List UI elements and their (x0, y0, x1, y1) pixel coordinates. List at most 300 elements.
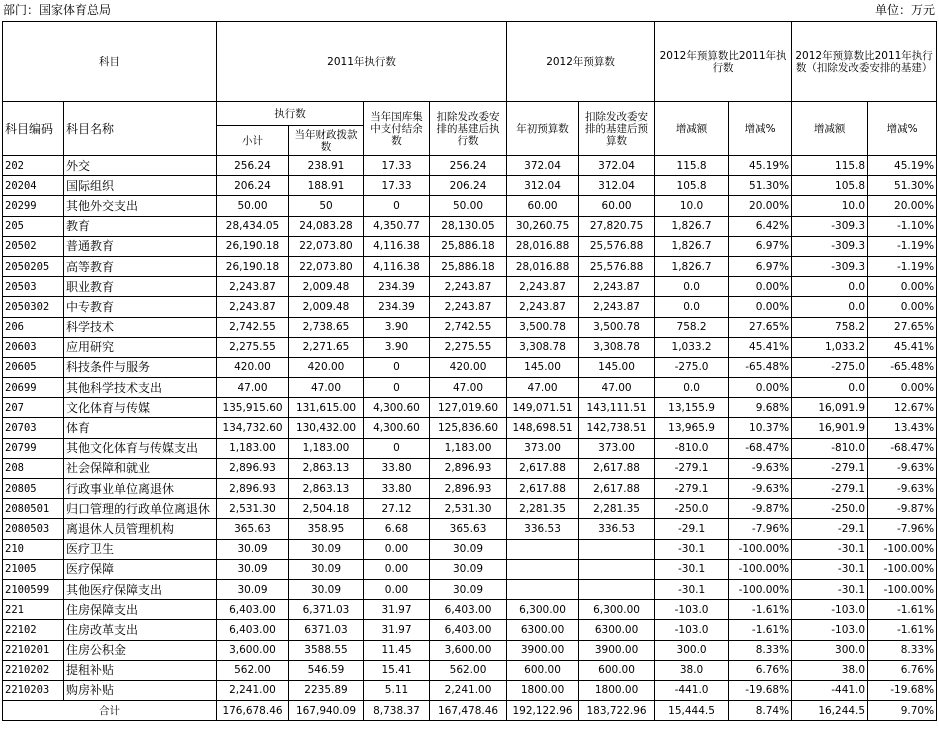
total-row (3, 701, 937, 721)
cell-c3: 0 (364, 438, 430, 458)
cell-c6 (579, 539, 655, 559)
table-row (3, 660, 937, 680)
cell-c3: 0 (364, 196, 430, 216)
table-row (3, 539, 937, 559)
total-c1: 176,678.46 (217, 701, 289, 721)
cell-code: 20605 (3, 357, 64, 377)
cell-c6: 372.04 (579, 156, 655, 176)
cell-c1: 2,241.00 (217, 680, 289, 700)
header-deduct-budget: 扣除发改委安排的基建后预算数 (579, 102, 655, 156)
cell-c9: 0.0 (792, 378, 868, 398)
cell-c9: -30.1 (792, 579, 868, 599)
cell-c3: 33.80 (364, 479, 430, 499)
table-row (3, 357, 937, 377)
cell-c4: 3,600.00 (430, 640, 507, 660)
cell-c7: 1,033.2 (655, 337, 729, 357)
cell-c4: 6,403.00 (430, 600, 507, 620)
cell-c5: 2,617.88 (507, 458, 579, 478)
total-c5: 192,122.96 (507, 701, 579, 721)
cell-c2: 2,504.18 (289, 499, 364, 519)
header-exec-sub: 执行数 (217, 102, 364, 126)
cell-name: 医疗卫生 (64, 539, 217, 559)
cell-c1: 6,403.00 (217, 620, 289, 640)
cell-c9: -810.0 (792, 438, 868, 458)
cell-c8: -1.61% (729, 620, 792, 640)
cell-c8: 27.65% (729, 317, 792, 337)
cell-c8: 10.37% (729, 418, 792, 438)
cell-c7: 38.0 (655, 660, 729, 680)
cell-code: 20503 (3, 277, 64, 297)
cell-c6: 600.00 (579, 660, 655, 680)
cell-c8: 6.97% (729, 256, 792, 276)
table-row (3, 620, 937, 640)
cell-c1: 206.24 (217, 176, 289, 196)
cell-c6: 6300.00 (579, 620, 655, 640)
cell-name: 高等教育 (64, 256, 217, 276)
cell-code: 2050302 (3, 297, 64, 317)
cell-c10: 0.00% (868, 277, 937, 297)
cell-c10: -9.87% (868, 499, 937, 519)
cell-c6: 143,111.51 (579, 398, 655, 418)
cell-c5: 60.00 (507, 196, 579, 216)
cell-c2: 3588.55 (289, 640, 364, 660)
cell-c10: -100.00% (868, 539, 937, 559)
cell-c6: 373.00 (579, 438, 655, 458)
cell-c9: -103.0 (792, 620, 868, 640)
cell-c9: -309.3 (792, 236, 868, 256)
table-row (3, 458, 937, 478)
cell-c8: 9.68% (729, 398, 792, 418)
cell-code: 221 (3, 600, 64, 620)
cell-c7: 13,965.9 (655, 418, 729, 438)
cell-c2: 420.00 (289, 357, 364, 377)
cell-c5: 2,281.35 (507, 499, 579, 519)
cell-c8: 0.00% (729, 277, 792, 297)
table-row (3, 176, 937, 196)
cell-c9: -103.0 (792, 600, 868, 620)
cell-c9: -279.1 (792, 458, 868, 478)
cell-c4: 25,886.18 (430, 236, 507, 256)
cell-c8: -9.63% (729, 458, 792, 478)
table-row (3, 418, 937, 438)
cell-c8: -100.00% (729, 579, 792, 599)
cell-c4: 28,130.05 (430, 216, 507, 236)
cell-code: 20699 (3, 378, 64, 398)
cell-c8: 8.33% (729, 640, 792, 660)
cell-c2: 546.59 (289, 660, 364, 680)
cell-c2: 1,183.00 (289, 438, 364, 458)
cell-name: 购房补贴 (64, 680, 217, 700)
cell-c7: 1,826.7 (655, 256, 729, 276)
cell-c9: -30.1 (792, 539, 868, 559)
cell-c7: -30.1 (655, 539, 729, 559)
cell-c3: 17.33 (364, 176, 430, 196)
cell-c1: 30.09 (217, 539, 289, 559)
cell-c9: -279.1 (792, 479, 868, 499)
cell-name: 职业教育 (64, 277, 217, 297)
cell-c1: 135,915.60 (217, 398, 289, 418)
cell-code: 2080501 (3, 499, 64, 519)
cell-c6 (579, 559, 655, 579)
cell-c4: 1,183.00 (430, 438, 507, 458)
cell-c1: 562.00 (217, 660, 289, 680)
cell-c5: 6,300.00 (507, 600, 579, 620)
cell-name: 科学技术 (64, 317, 217, 337)
cell-code: 20299 (3, 196, 64, 216)
cell-c1: 256.24 (217, 156, 289, 176)
cell-c5: 28,016.88 (507, 236, 579, 256)
total-c6: 183,722.96 (579, 701, 655, 721)
cell-c1: 3,600.00 (217, 640, 289, 660)
cell-c9: 16,901.9 (792, 418, 868, 438)
cell-c4: 2,275.55 (430, 337, 507, 357)
cell-c3: 15.41 (364, 660, 430, 680)
cell-code: 20703 (3, 418, 64, 438)
cell-c2: 358.95 (289, 519, 364, 539)
table-row (3, 559, 937, 579)
cell-c4: 365.63 (430, 519, 507, 539)
cell-c8: 6.42% (729, 216, 792, 236)
cell-c10: 20.00% (868, 196, 937, 216)
cell-c1: 50.00 (217, 196, 289, 216)
cell-c3: 4,300.60 (364, 398, 430, 418)
cell-c6: 142,738.51 (579, 418, 655, 438)
cell-c9: 0.0 (792, 277, 868, 297)
cell-name: 行政事业单位离退休 (64, 479, 217, 499)
cell-c10: 27.65% (868, 317, 937, 337)
cell-c10: 51.30% (868, 176, 937, 196)
cell-c7: 1,826.7 (655, 236, 729, 256)
table-row (3, 519, 937, 539)
cell-c1: 6,403.00 (217, 600, 289, 620)
cell-c3: 0 (364, 378, 430, 398)
table-row (3, 236, 937, 256)
cell-c6: 2,617.88 (579, 458, 655, 478)
cell-c2: 30.09 (289, 559, 364, 579)
cell-c1: 1,183.00 (217, 438, 289, 458)
cell-c3: 3.90 (364, 337, 430, 357)
header-subtotal: 小计 (217, 126, 289, 156)
table-row (3, 337, 937, 357)
cell-code: 2100599 (3, 579, 64, 599)
cell-c9: 115.8 (792, 156, 868, 176)
cell-c2: 50 (289, 196, 364, 216)
cell-c8: -100.00% (729, 539, 792, 559)
table-body (3, 156, 937, 721)
cell-name: 离退休人员管理机构 (64, 519, 217, 539)
cell-c4: 420.00 (430, 357, 507, 377)
cell-c2: 238.91 (289, 156, 364, 176)
cell-c8: -7.96% (729, 519, 792, 539)
cell-name: 普通教育 (64, 236, 217, 256)
cell-c9: -30.1 (792, 559, 868, 579)
cell-c7: -30.1 (655, 559, 729, 579)
table-row (3, 317, 937, 337)
header-compare-1: 2012年预算数比2011年执行数 (655, 22, 792, 102)
cell-c6: 1800.00 (579, 680, 655, 700)
cell-c5: 3,500.78 (507, 317, 579, 337)
cell-code: 20805 (3, 479, 64, 499)
header-inc-pct-2: 增减% (868, 102, 937, 156)
cell-code: 20603 (3, 337, 64, 357)
cell-c1: 2,243.87 (217, 277, 289, 297)
cell-code: 21005 (3, 559, 64, 579)
cell-c3: 17.33 (364, 156, 430, 176)
table-row (3, 579, 937, 599)
cell-c6: 336.53 (579, 519, 655, 539)
cell-c7: 1,826.7 (655, 216, 729, 236)
cell-c6: 47.00 (579, 378, 655, 398)
cell-c10: -100.00% (868, 559, 937, 579)
cell-c10: 0.00% (868, 297, 937, 317)
cell-c9: -309.3 (792, 216, 868, 236)
cell-c10: -1.61% (868, 600, 937, 620)
cell-c9: -250.0 (792, 499, 868, 519)
cell-c2: 2,009.48 (289, 277, 364, 297)
table-row (3, 196, 937, 216)
table-row (3, 277, 937, 297)
cell-name: 应用研究 (64, 337, 217, 357)
cell-c10: -1.10% (868, 216, 937, 236)
cell-c2: 6371.03 (289, 620, 364, 640)
cell-c7: -441.0 (655, 680, 729, 700)
cell-c4: 206.24 (430, 176, 507, 196)
cell-c4: 25,886.18 (430, 256, 507, 276)
cell-c8: -1.61% (729, 600, 792, 620)
cell-c7: 0.0 (655, 297, 729, 317)
cell-c5: 148,698.51 (507, 418, 579, 438)
cell-c6: 6,300.00 (579, 600, 655, 620)
total-label: 合计 (3, 701, 217, 721)
cell-c6: 145.00 (579, 357, 655, 377)
cell-c2: 130,432.00 (289, 418, 364, 438)
cell-c7: 0.0 (655, 277, 729, 297)
cell-c1: 28,434.05 (217, 216, 289, 236)
total-c7: 15,444.5 (655, 701, 729, 721)
cell-c8: 45.19% (729, 156, 792, 176)
table-row (3, 600, 937, 620)
cell-c9: 10.0 (792, 196, 868, 216)
cell-c5: 47.00 (507, 378, 579, 398)
cell-c7: 105.8 (655, 176, 729, 196)
cell-c1: 26,190.18 (217, 236, 289, 256)
cell-c7: -29.1 (655, 519, 729, 539)
cell-c10: -1.61% (868, 620, 937, 640)
cell-c1: 2,243.87 (217, 297, 289, 317)
cell-c2: 6,371.03 (289, 600, 364, 620)
cell-c8: 0.00% (729, 378, 792, 398)
cell-c4: 125,836.60 (430, 418, 507, 438)
header-inc-amt: 增减额 (655, 102, 729, 156)
table-row (3, 256, 937, 276)
cell-name: 医疗保障 (64, 559, 217, 579)
cell-c3: 0.00 (364, 539, 430, 559)
cell-c10: 45.19% (868, 156, 937, 176)
cell-c9: 38.0 (792, 660, 868, 680)
cell-c2: 2,863.13 (289, 458, 364, 478)
cell-code: 20204 (3, 176, 64, 196)
table-row (3, 156, 937, 176)
cell-c3: 0.00 (364, 579, 430, 599)
cell-c5: 1800.00 (507, 680, 579, 700)
cell-c4: 6,403.00 (430, 620, 507, 640)
cell-c8: 51.30% (729, 176, 792, 196)
cell-code: 207 (3, 398, 64, 418)
cell-c10: 45.41% (868, 337, 937, 357)
unit-label: 单位：万元 (874, 3, 935, 17)
cell-c3: 11.45 (364, 640, 430, 660)
cell-c2: 2,009.48 (289, 297, 364, 317)
cell-c3: 31.97 (364, 600, 430, 620)
budget-table (2, 21, 937, 721)
cell-code: 2080503 (3, 519, 64, 539)
cell-c10: -100.00% (868, 579, 937, 599)
cell-c5: 600.00 (507, 660, 579, 680)
cell-c4: 47.00 (430, 378, 507, 398)
cell-c6: 3,308.78 (579, 337, 655, 357)
cell-c6: 25,576.88 (579, 236, 655, 256)
cell-c7: 0.0 (655, 378, 729, 398)
cell-c6: 60.00 (579, 196, 655, 216)
cell-c7: 300.0 (655, 640, 729, 660)
cell-c5: 145.00 (507, 357, 579, 377)
cell-c10: -9.63% (868, 458, 937, 478)
cell-name: 教育 (64, 216, 217, 236)
header-budget-2012: 2012年预算数 (507, 22, 655, 102)
header-inc-pct: 增减% (729, 102, 792, 156)
cell-c8: -65.48% (729, 357, 792, 377)
cell-c9: 1,033.2 (792, 337, 868, 357)
cell-c1: 365.63 (217, 519, 289, 539)
cell-name: 科技条件与服务 (64, 357, 217, 377)
cell-c2: 131,615.00 (289, 398, 364, 418)
cell-c3: 4,350.77 (364, 216, 430, 236)
cell-c1: 2,896.93 (217, 458, 289, 478)
cell-c3: 234.39 (364, 297, 430, 317)
cell-c3: 0 (364, 357, 430, 377)
cell-code: 208 (3, 458, 64, 478)
header-deduct-exec: 扣除发改委安排的基建后执行数 (430, 102, 507, 156)
table-row (3, 378, 937, 398)
cell-c6 (579, 579, 655, 599)
total-c4: 167,478.46 (430, 701, 507, 721)
cell-c7: 10.0 (655, 196, 729, 216)
cell-c6: 27,820.75 (579, 216, 655, 236)
cell-c4: 127,019.60 (430, 398, 507, 418)
cell-c5: 3900.00 (507, 640, 579, 660)
cell-c5: 28,016.88 (507, 256, 579, 276)
cell-c3: 5.11 (364, 680, 430, 700)
cell-c1: 2,531.30 (217, 499, 289, 519)
cell-c3: 4,300.60 (364, 418, 430, 438)
cell-c9: 0.0 (792, 297, 868, 317)
cell-c6: 3,500.78 (579, 317, 655, 337)
cell-c5: 149,071.51 (507, 398, 579, 418)
total-c2: 167,940.09 (289, 701, 364, 721)
cell-c8: -9.63% (729, 479, 792, 499)
cell-c1: 2,896.93 (217, 479, 289, 499)
cell-c10: -65.48% (868, 357, 937, 377)
cell-c9: 16,091.9 (792, 398, 868, 418)
cell-c1: 47.00 (217, 378, 289, 398)
cell-c7: -250.0 (655, 499, 729, 519)
cell-c2: 30.09 (289, 579, 364, 599)
cell-c6: 2,617.88 (579, 479, 655, 499)
cell-c9: -29.1 (792, 519, 868, 539)
cell-name: 文化体育与传媒 (64, 398, 217, 418)
cell-c10: -7.96% (868, 519, 937, 539)
cell-c8: 0.00% (729, 297, 792, 317)
header-name: 科目名称 (64, 102, 217, 156)
cell-c2: 2,271.65 (289, 337, 364, 357)
cell-name: 住房改革支出 (64, 620, 217, 640)
cell-c7: 115.8 (655, 156, 729, 176)
cell-c5: 373.00 (507, 438, 579, 458)
cell-c1: 134,732.60 (217, 418, 289, 438)
cell-c4: 2,243.87 (430, 297, 507, 317)
cell-c1: 2,742.55 (217, 317, 289, 337)
cell-c4: 30.09 (430, 579, 507, 599)
cell-c2: 2235.89 (289, 680, 364, 700)
cell-c7: -103.0 (655, 600, 729, 620)
cell-c8: -19.68% (729, 680, 792, 700)
table-row (3, 216, 937, 236)
cell-c9: 758.2 (792, 317, 868, 337)
cell-c8: 20.00% (729, 196, 792, 216)
cell-c10: -9.63% (868, 479, 937, 499)
cell-c1: 26,190.18 (217, 256, 289, 276)
cell-c8: -9.87% (729, 499, 792, 519)
cell-c10: 0.00% (868, 378, 937, 398)
cell-c1: 2,275.55 (217, 337, 289, 357)
cell-c4: 30.09 (430, 539, 507, 559)
cell-c3: 4,116.38 (364, 236, 430, 256)
header-fiscal: 当年财政拨款数 (289, 126, 364, 156)
cell-code: 20502 (3, 236, 64, 256)
cell-c7: 13,155.9 (655, 398, 729, 418)
cell-c8: -68.47% (729, 438, 792, 458)
table-row (3, 398, 937, 418)
cell-c5: 3,308.78 (507, 337, 579, 357)
table-row (3, 479, 937, 499)
total-c9: 16,244.5 (792, 701, 868, 721)
table-row (3, 640, 937, 660)
cell-c6: 2,281.35 (579, 499, 655, 519)
cell-c10: 6.76% (868, 660, 937, 680)
cell-name: 其他文化体育与传媒支出 (64, 438, 217, 458)
cell-c8: -100.00% (729, 559, 792, 579)
cell-c2: 22,073.80 (289, 256, 364, 276)
cell-c10: 13.43% (868, 418, 937, 438)
cell-c7: -103.0 (655, 620, 729, 640)
cell-c10: -19.68% (868, 680, 937, 700)
cell-c5: 2,617.88 (507, 479, 579, 499)
cell-code: 22102 (3, 620, 64, 640)
table-row (3, 499, 937, 519)
total-c3: 8,738.37 (364, 701, 430, 721)
cell-c6: 25,576.88 (579, 256, 655, 276)
cell-name: 中专教育 (64, 297, 217, 317)
cell-name: 住房保障支出 (64, 600, 217, 620)
cell-c4: 30.09 (430, 559, 507, 579)
cell-c6: 3900.00 (579, 640, 655, 660)
cell-name: 其他科学技术支出 (64, 378, 217, 398)
cell-code: 206 (3, 317, 64, 337)
cell-c3: 27.12 (364, 499, 430, 519)
cell-name: 其他外交支出 (64, 196, 217, 216)
table-row (3, 297, 937, 317)
cell-c5: 312.04 (507, 176, 579, 196)
